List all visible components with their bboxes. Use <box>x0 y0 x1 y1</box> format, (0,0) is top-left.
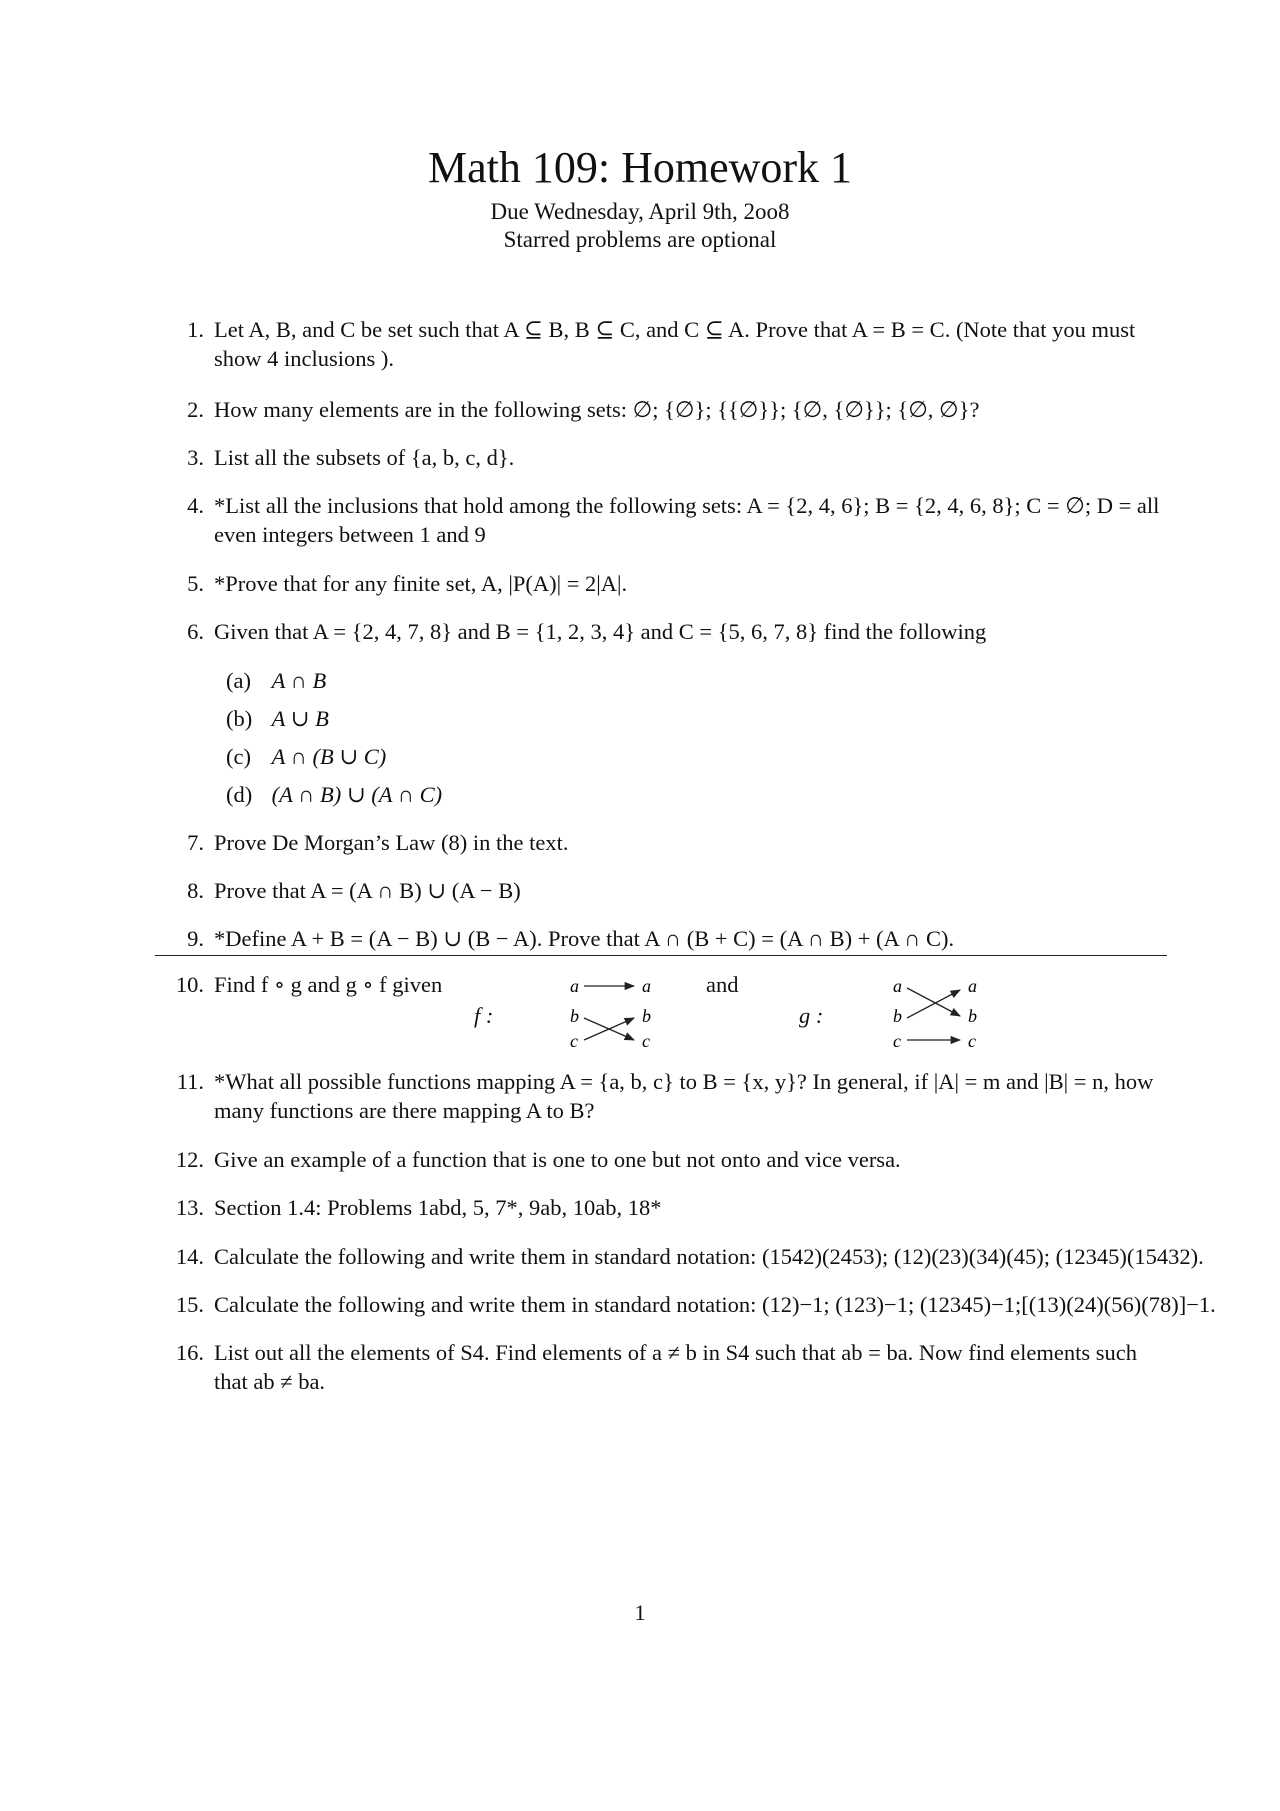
problem-11 <box>176 1067 1166 1125</box>
problem-number: 15. <box>175 1292 204 1317</box>
problem-text: Calculate the following and write them in standard notation: (12)−1; (123)−1; (12345)−1;[(13)(24)(56)(78)]−1. <box>214 1292 1216 1317</box>
problem-text: *What all possible functions mapping A = {a, b, c} to B = {x, y}? In general, if |A| = m and |B| = n, how many functions are there mapping A to B? <box>214 1069 1154 1123</box>
problem-number: 6. <box>187 619 204 644</box>
subpart-b <box>226 704 329 733</box>
problem-number: 3. <box>187 445 204 470</box>
problem-number: 1. <box>187 317 204 342</box>
subpart-d <box>226 780 442 809</box>
subpart-label: (c) <box>226 744 251 769</box>
subpart-label: (d) <box>226 782 253 807</box>
subpart-a <box>226 666 326 695</box>
problem-13 <box>175 1193 1166 1222</box>
f-label: f : <box>474 1003 494 1028</box>
problem-text: List all the subsets of {a, b, c, d}. <box>214 445 515 470</box>
problem-text: *Prove that for any finite set, A, |P(A)| = 2|A|. <box>214 571 628 596</box>
subpart-c <box>226 742 386 771</box>
problem-number: 13. <box>175 1195 204 1220</box>
subpart-expr: A ∩ (B ∪ C) <box>271 744 387 769</box>
problem-15 <box>175 1290 1254 1319</box>
problem-number: 10. <box>175 972 204 997</box>
starred-note: Starred problems are optional <box>503 227 777 252</box>
problem-number: 2. <box>187 397 204 422</box>
problem-text: *Define A + B = (A − B) ∪ (B − A). Prove that A ∩ (B + C) = (A ∩ B) + (A ∩ C). <box>214 926 955 951</box>
problem-4 <box>187 491 1166 549</box>
subpart-label: (b) <box>226 706 253 731</box>
problem-text: Prove De Morgan’s Law (8) in the text. <box>214 830 569 855</box>
problem-9 <box>187 924 1166 953</box>
problem-text: How many elements are in the following sets: ∅; {∅}; {{∅}}; {∅, {∅}}; {∅, ∅}? <box>214 397 980 422</box>
g-codomain-a: a <box>968 976 977 996</box>
f-domain-b: b <box>570 1006 579 1026</box>
problem-8 <box>187 876 1166 905</box>
subpart-expr: A ∪ B <box>271 706 329 731</box>
problem-number: 4. <box>187 493 204 518</box>
g-label: g : <box>799 1003 824 1028</box>
f-codomain-a: a <box>642 976 651 996</box>
problem-14 <box>175 1242 1234 1271</box>
problem-number: 16. <box>175 1340 204 1365</box>
g-domain-a: a <box>893 976 902 996</box>
problem-text: Section 1.4: Problems 1abd, 5, 7*, 9ab, 10ab, 18* <box>214 1195 662 1220</box>
page-number: 1 <box>634 1600 646 1625</box>
problem-number: 5. <box>187 571 204 596</box>
horizontal-rule <box>155 955 1167 956</box>
problem-text: *List all the inclusions that hold among the following sets: A = {2, 4, 6}; B = {2, 4, 6, 8}; C = ∅; D = all even integers between 1 and 9 <box>214 493 1160 547</box>
and-text: and <box>706 972 739 997</box>
g-arrow-b <box>907 990 960 1018</box>
problem-text: List out all the elements of S4. Find elements of a ≠ b in S4 such that ab = ba. Now find elements such that ab ≠ ba. <box>214 1340 1138 1394</box>
f-domain-a: a <box>570 976 579 996</box>
problem-text: Given that A = {2, 4, 7, 8} and B = {1, 2, 3, 4} and C = {5, 6, 7, 8} find the following <box>214 619 987 644</box>
problem-3 <box>187 443 1166 472</box>
problem-1 <box>187 315 1166 373</box>
problem-text: Prove that A = (A ∩ B) ∪ (A − B) <box>214 878 521 903</box>
problem-number: 7. <box>187 830 204 855</box>
f-domain-c: c <box>570 1031 578 1051</box>
problem-12 <box>175 1145 1166 1174</box>
problem-number: 11. <box>176 1069 204 1094</box>
g-codomain-b: b <box>968 1006 977 1026</box>
due-date: Due Wednesday, April 9th, 2oo8 <box>490 199 790 224</box>
problem-text: Let A, B, and C be set such that A ⊆ B, B ⊆ C, and C ⊆ A. Prove that A = B = C. (Note that you must show 4 inclusions ). <box>214 317 1136 371</box>
subpart-expr: A ∩ B <box>271 668 327 693</box>
g-arrow-a <box>907 988 960 1016</box>
problem-16 <box>175 1338 1166 1396</box>
problem-5 <box>187 569 1166 598</box>
problem-text: Give an example of a function that is one to one but not onto and vice versa. <box>214 1147 901 1172</box>
problem-number: 8. <box>187 878 204 903</box>
problem-text: Find f ∘ g and g ∘ f given <box>214 972 443 997</box>
problem-number: 12. <box>175 1147 204 1172</box>
f-codomain-c: c <box>642 1031 650 1051</box>
problem-text: Calculate the following and write them in standard notation: (1542)(2453); (12)(23)(34)(45); (12345)(15432). <box>214 1244 1204 1269</box>
f-codomain-b: b <box>642 1006 651 1026</box>
problem-number: 9. <box>187 926 204 951</box>
problem-6 <box>187 617 1166 646</box>
function-diagrams <box>0 960 1280 1060</box>
problem-2 <box>187 395 1166 424</box>
page-title: Math 109: Homework 1 <box>427 143 853 192</box>
problem-number: 14. <box>175 1244 204 1269</box>
g-domain-b: b <box>893 1006 902 1026</box>
subpart-label: (a) <box>226 668 251 693</box>
g-domain-c: c <box>893 1031 901 1051</box>
problem-7 <box>187 828 1166 857</box>
g-codomain-c: c <box>968 1031 976 1051</box>
subpart-expr: (A ∩ B) ∪ (A ∩ C) <box>271 782 443 807</box>
